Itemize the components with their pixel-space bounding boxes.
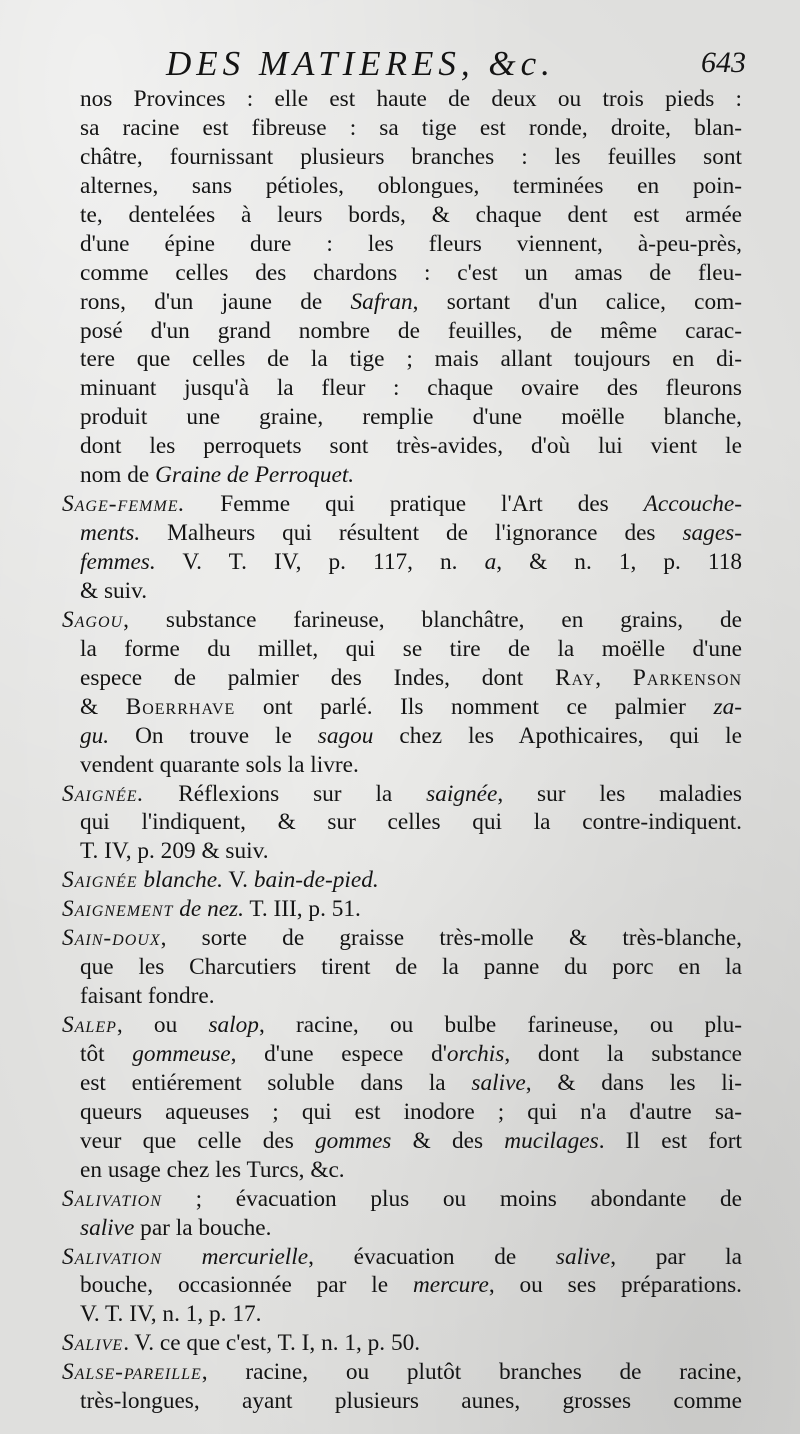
text-run: , évacuation de: [308, 1243, 556, 1270]
text-run: d'une épine dure : les fleurs viennent, à-peu-près,: [80, 230, 742, 257]
text-run: , racine, ou bulbe farineuse, ou plu-: [258, 1012, 742, 1038]
text-run: ont parlé. Ils nomment ce palmier: [235, 693, 714, 720]
text-line: [62, 1185, 742, 1214]
text-line: [62, 432, 742, 461]
text-run: très-longues, ayant plusieurs aunes, grosses comme: [80, 1388, 742, 1415]
text-run: nos Provinces : elle est haute de deux ou trois pieds :: [80, 86, 742, 112]
italic-run: za-: [713, 693, 742, 720]
text-run: minuant jusqu'à la fleur : chaque ovaire des fleurons: [80, 375, 742, 402]
text-run: , par la: [610, 1243, 742, 1270]
text-line: [62, 1011, 742, 1040]
text-run: alternes, sans pétioles, oblongues, terminées en poin-: [80, 172, 742, 199]
text-run: tere que celles de la tige ; mais allant toujours en di-: [80, 346, 742, 373]
text-line: [62, 1098, 742, 1127]
text-run: faisant fondre.: [80, 983, 215, 1010]
text-run: bouche, occasionnée par le: [80, 1272, 413, 1299]
entry-headword: Sage-femme.: [62, 491, 186, 518]
text-run: & suiv.: [80, 577, 148, 604]
text-line: [62, 201, 742, 230]
italic-run: Safran: [350, 288, 413, 315]
text-line: [62, 1127, 742, 1156]
text-line: [62, 1214, 742, 1243]
text-run: , dont la substance: [504, 1040, 742, 1067]
text-run: On trouve le: [109, 722, 318, 749]
text-run: V. T. IV, n. 1, p. 17.: [80, 1301, 262, 1328]
text-line: [62, 693, 742, 722]
running-title: DES MATIERES, &c.: [166, 44, 555, 83]
text-run: ; évacuation plus ou moins abondante de: [161, 1185, 742, 1212]
text-run: V. T. IV, p. 117, n.: [155, 549, 485, 575]
text-run: , sur les maladies: [497, 780, 742, 807]
text-run: en usage chez les Turcs, &c.: [80, 1156, 345, 1183]
text-line: [62, 924, 742, 953]
text-line: [62, 143, 742, 172]
text-run: , racine, ou plutôt branches de racine,: [201, 1359, 742, 1386]
text-line: [62, 230, 742, 259]
text-line: [62, 1271, 742, 1300]
italic-run: salive: [80, 1214, 135, 1241]
text-line: [62, 403, 742, 432]
text-run: [162, 1244, 202, 1270]
index-text-block: [62, 85, 742, 1416]
entry-headword: Salse-pareille: [62, 1359, 202, 1386]
text-run: T. III, p. 51.: [243, 896, 361, 923]
text-line: [62, 1040, 742, 1069]
text-run: ,: [595, 664, 633, 691]
text-line: [62, 461, 742, 490]
text-line: [62, 982, 742, 1011]
text-line: [62, 635, 742, 664]
entry-headword: Salivation: [62, 1243, 162, 1270]
small-caps-name: Ray: [555, 664, 596, 691]
text-run: Femme qui pratique l'Art des: [185, 491, 644, 518]
text-line: [62, 519, 742, 548]
text-run: , sorte de graisse très-molle & très-blanche,: [160, 925, 742, 952]
text-run: que les Charcutiers tirent de la panne du porc en la: [80, 954, 742, 981]
italic-run: gommes: [315, 1127, 392, 1154]
text-line: [62, 664, 742, 693]
text-run: . Il est fort: [598, 1127, 742, 1154]
text-run: dont les perroquets sont très-avides, d'où lui vient le: [80, 433, 742, 460]
text-line: [62, 1243, 742, 1272]
text-run: , & dans les li-: [525, 1069, 742, 1096]
text-run: , ou ses préparations.: [488, 1272, 742, 1299]
text-run: , substance farineuse, blanchâtre, en grains, de: [123, 606, 742, 633]
text-run: tôt: [80, 1040, 133, 1067]
text-run: chez les Apothicaires, qui le: [373, 722, 742, 749]
italic-run: sages-: [682, 520, 742, 547]
text-run: qui l'indiquent, & sur celles qui la contre-indiquent.: [80, 809, 742, 836]
text-line: [62, 548, 742, 577]
italic-run: mucilages: [504, 1127, 599, 1154]
entry-headword: Salep: [62, 1012, 117, 1038]
text-line: [62, 751, 742, 780]
text-line: [62, 172, 742, 201]
text-line: [62, 85, 742, 114]
text-run: & des: [391, 1127, 505, 1154]
text-line: [62, 808, 742, 837]
italic-run: sagou: [317, 722, 374, 749]
italic-run: de nez.: [179, 896, 244, 923]
italic-run: blanche.: [143, 867, 223, 894]
text-line: [62, 606, 742, 635]
text-run: comme celles des chardons : c'est un amas de fleu-: [80, 259, 742, 286]
text-run: rons, d'un jaune de: [80, 288, 351, 315]
text-line: [62, 577, 742, 606]
text-line: [62, 953, 742, 982]
text-line: [62, 374, 742, 403]
italic-run: mercurielle: [201, 1243, 309, 1270]
italic-run: gu.: [80, 722, 110, 749]
text-run: V.: [222, 867, 254, 894]
text-run: te, dentelées à leurs bords, & chaque dent est armée: [80, 201, 742, 228]
text-line: [62, 895, 742, 924]
entry-headword: Saignement: [62, 896, 174, 923]
text-line: [62, 866, 742, 895]
text-line: [62, 114, 742, 143]
text-run: sa racine est fibreuse : sa tige est ronde, droite, blan-: [80, 114, 742, 141]
text-run: , & n. 1, p. 118: [496, 549, 742, 575]
text-line: [62, 317, 742, 346]
italic-run: mercure: [412, 1272, 489, 1299]
italic-run: orchis: [446, 1040, 505, 1067]
text-line: [62, 837, 742, 866]
page-number: 643: [701, 46, 746, 79]
text-run: queurs aqueuses ; qui est inodore ; qui n'a d'autre sa-: [80, 1098, 742, 1125]
entry-headword: Salivation: [62, 1185, 162, 1212]
text-run: veur que celle des: [80, 1127, 315, 1154]
text-run: Réflexions sur la: [144, 780, 427, 807]
entry-headword: Saignée.: [62, 780, 145, 807]
text-line: [62, 1300, 742, 1329]
text-run: . V. ce que c'est, T. I, n. 1, p. 50.: [123, 1330, 421, 1357]
entry-headword: Sain-doux: [62, 925, 161, 952]
entry-headword: Sagou: [62, 606, 124, 633]
small-caps-name: Boerrhave: [125, 693, 236, 720]
text-run: &: [80, 693, 126, 720]
text-run: châtre, fournissant plusieurs branches : les feuilles sont: [80, 143, 742, 170]
entry-headword: Saignée: [62, 867, 138, 894]
text-run: nom de: [80, 462, 156, 489]
text-run: posé d'un grand nombre de feuilles, de même carac-: [80, 317, 742, 344]
italic-run: Graine de Perroquet.: [155, 462, 355, 489]
text-run: vendent quarante sols la livre.: [80, 751, 359, 778]
italic-run: Accouche-: [643, 491, 742, 518]
entry-headword: Salive: [62, 1330, 124, 1357]
text-run: T. IV, p. 209 & suiv.: [80, 838, 269, 865]
italic-run: a: [484, 549, 497, 575]
text-line: [62, 722, 742, 751]
italic-run: gommeuse: [132, 1040, 231, 1067]
italic-run: saignée: [426, 780, 498, 807]
text-run: , sortant d'un calice, com-: [412, 288, 743, 315]
text-run: produit une graine, remplie d'une moëlle blanche,: [80, 404, 742, 431]
text-line: [62, 780, 742, 809]
text-line: [62, 345, 742, 374]
text-line: [62, 1156, 742, 1185]
text-line: [62, 1387, 742, 1416]
text-run: espece de palmier des Indes, dont: [80, 664, 556, 691]
text-run: par la bouche.: [134, 1214, 272, 1241]
text-run: Malheurs qui résultent de l'ignorance des: [140, 520, 683, 547]
italic-run: salop: [208, 1012, 259, 1038]
text-run: , ou: [116, 1012, 209, 1038]
italic-run: femmes.: [80, 549, 156, 575]
italic-run: salive: [471, 1069, 526, 1096]
text-run: est entiérement soluble dans la: [80, 1069, 472, 1096]
text-line: [62, 490, 742, 519]
text-run: , d'une espece d': [230, 1040, 447, 1067]
text-line: [62, 1069, 742, 1098]
text-line: [62, 1329, 742, 1358]
small-caps-name: Parkenson: [632, 664, 742, 691]
text-line: [62, 288, 742, 317]
text-run: la forme du millet, qui se tire de la moëlle d'une: [80, 635, 742, 662]
text-line: [62, 1358, 742, 1387]
italic-run: ments.: [80, 520, 141, 547]
italic-run: bain-de-pied.: [253, 867, 379, 894]
italic-run: salive: [555, 1243, 611, 1270]
text-line: [62, 259, 742, 288]
